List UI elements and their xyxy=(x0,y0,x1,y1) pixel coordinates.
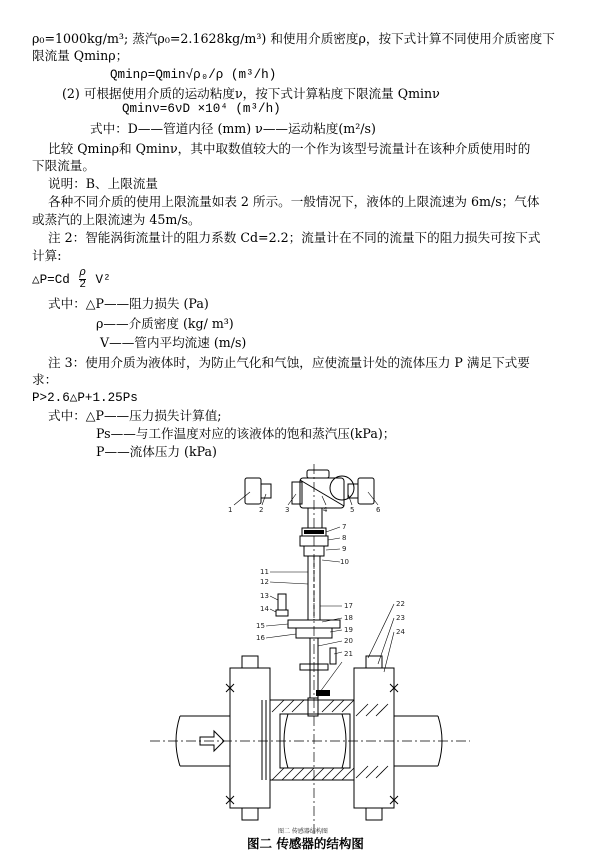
part-label-15: 15 xyxy=(256,622,265,630)
text-line-1: ρ₀=1000kg/m³; 蒸汽ρ₀=2.1628kg/m³) 和使用介质密度ρ，按下式计算不同使用介质密度下 xyxy=(32,31,555,46)
text-line-4: (2) 可根据使用介质的运动粘度ν，按下式计算粘度下限流量 Qminν xyxy=(62,86,440,101)
part-label-10: 10 xyxy=(340,558,349,566)
text-line-21: 式中：△P——压力损失计算值; xyxy=(48,408,222,423)
text-line-15: 式中：△P——阻力损失 (Pa) xyxy=(48,296,209,311)
text-line-12: 注 2：智能涡街流量计的阻力系数 Cd=2.2；流量计在不同的流量下的阻力损失可按下式 xyxy=(48,230,541,245)
figure-small-caption: 图二 传感器结构图 xyxy=(278,828,328,835)
text-line-17: V——管内平均流速 (m/s) xyxy=(100,335,247,350)
text-line-16: ρ——介质密度 (kg/ m³) xyxy=(96,316,234,331)
part-label-6: 6 xyxy=(376,506,381,514)
part-label-11: 11 xyxy=(260,568,269,576)
part-label-14: 14 xyxy=(260,605,269,613)
part-label-9: 9 xyxy=(342,545,347,553)
part-label-7: 7 xyxy=(342,523,347,531)
part-label-17: 17 xyxy=(344,602,353,610)
formula-delta-p-lhs: △P=Cd xyxy=(32,272,70,287)
text-line-19: 求： xyxy=(32,372,58,387)
fraction-denominator: 2 xyxy=(79,279,86,291)
part-label-16: 16 xyxy=(256,634,265,642)
fraction-numerator: ρ xyxy=(79,267,86,279)
part-label-1: 1 xyxy=(228,506,233,514)
part-label-4: 4 xyxy=(323,506,328,514)
text-line-11: 或蒸汽的上限流速为 45m/s。 xyxy=(32,212,201,227)
part-label-22: 22 xyxy=(396,600,405,608)
text-line-6: 式中：D——管道内径 (mm) ν——运动粘度(m²/s) xyxy=(90,121,376,136)
text-line-7: 比较 Qminρ和 Qminν，其中取数值较大的一个作为该型号流量计在该种介质使用时的 xyxy=(48,141,531,156)
part-label-20: 20 xyxy=(344,637,353,645)
formula-pressure: P>2.6△P+1.25Ps xyxy=(32,391,138,405)
part-label-13: 13 xyxy=(260,592,269,600)
formula-delta-p-rhs: V² xyxy=(95,272,111,287)
part-label-18: 18 xyxy=(344,614,353,622)
figure-caption: 图二 传感器的结构图 xyxy=(247,836,364,851)
text-line-23: P——流体压力 (kPa) xyxy=(96,444,217,459)
text-line-8: 下限流量。 xyxy=(32,158,95,173)
text-line-9: 说明：B、上限流量 xyxy=(48,176,159,191)
part-label-19: 19 xyxy=(344,626,353,634)
part-label-23: 23 xyxy=(396,614,405,622)
formula-qmin-nu: Qminν=6νD ×10⁴ (m³/h) xyxy=(122,102,281,116)
part-label-8: 8 xyxy=(342,534,347,542)
text-line-22: Ps——与工作温度对应的该液体的饱和蒸汽压(kPa)； xyxy=(96,426,396,441)
part-label-12: 12 xyxy=(260,578,269,586)
part-label-5: 5 xyxy=(350,506,355,514)
part-label-21: 21 xyxy=(344,650,353,658)
text-line-18: 注 3：使用介质为液体时，为防止气化和气蚀，应使流量计处的流体压力 P 满足下式要 xyxy=(48,355,530,370)
part-label-3: 3 xyxy=(285,506,290,514)
part-label-24: 24 xyxy=(396,628,405,636)
part-label-2: 2 xyxy=(259,506,264,514)
text-line-10: 各种不同介质的使用上限流量如表 2 所示。一般情况下，液体的上限流速为 6m/s；气体 xyxy=(48,194,540,209)
formula-qmin-rho: Qminρ=Qmin√ρ₀/ρ (m³/h) xyxy=(110,68,277,82)
text-line-13: 计算: xyxy=(32,248,62,263)
text-line-2: 限流量 Qminρ； xyxy=(32,48,129,63)
